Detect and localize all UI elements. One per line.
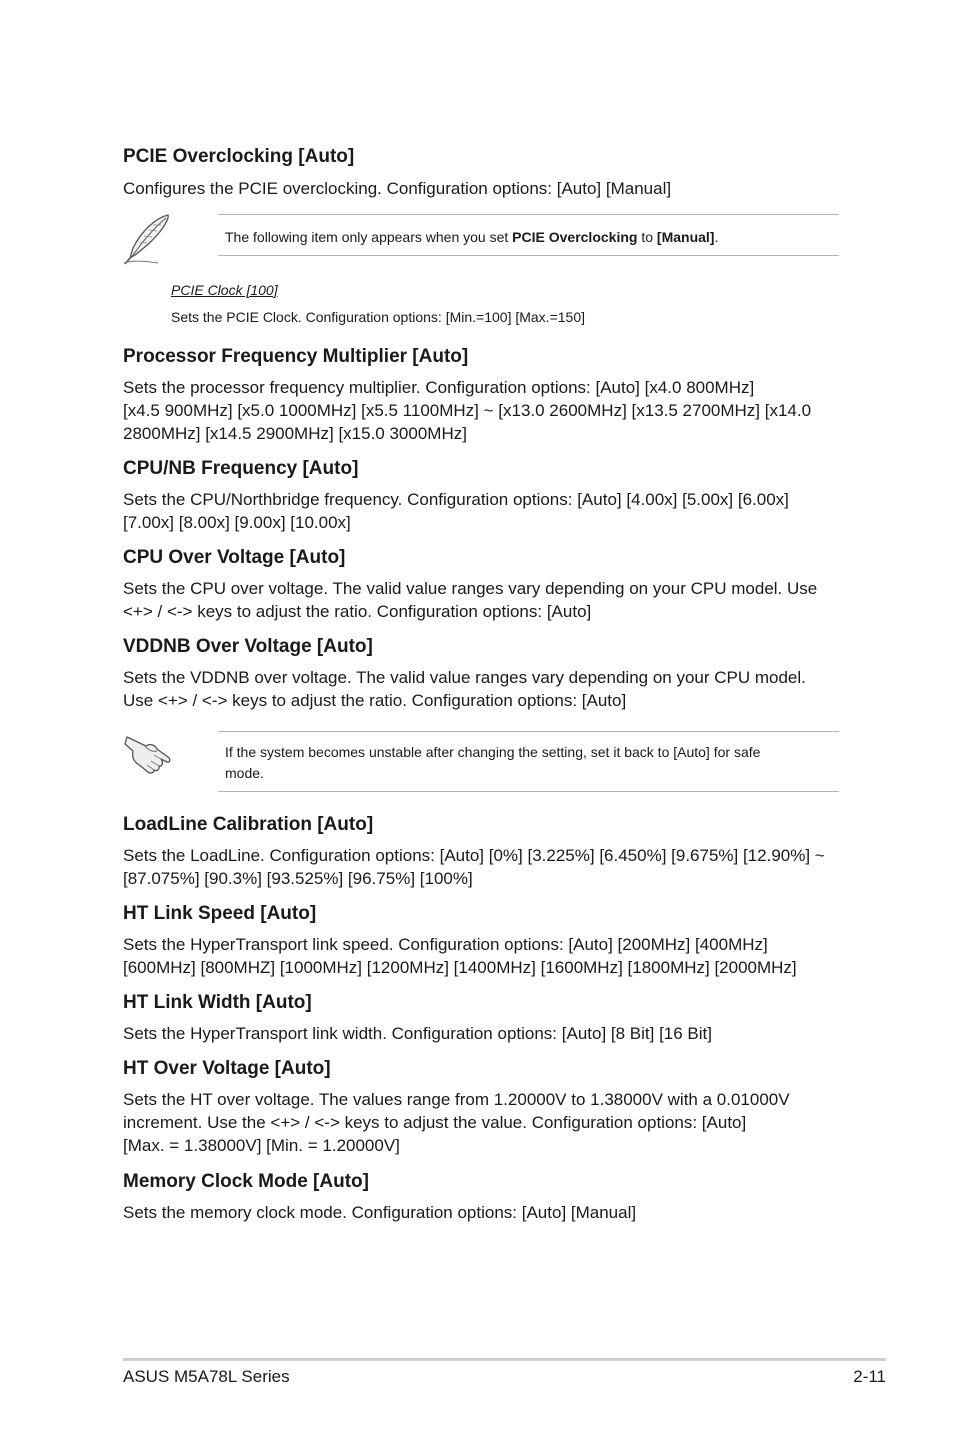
desc-line: Sets the HT over voltage. The values range from 1.20000V to 1.38000V with a 0.01000V xyxy=(123,1090,790,1109)
heading-ht-over-voltage: HT Over Voltage [Auto] xyxy=(123,1058,331,1079)
heading-cpu-over-voltage: CPU Over Voltage [Auto] xyxy=(123,547,346,568)
note-text: . xyxy=(714,229,719,245)
desc-line: <+> / <-> keys to adjust the ratio. Configuration options: [Auto] xyxy=(123,602,592,621)
heading-vddnb-over-voltage: VDDNB Over Voltage [Auto] xyxy=(123,636,373,657)
note-top-rule xyxy=(218,731,839,732)
desc-line: increment. Use the <+> / <-> keys to adjust the value. Configuration options: [Auto] xyxy=(123,1113,747,1132)
desc-ht-link-width xyxy=(123,1022,843,1045)
heading-processor-freq-multiplier: Processor Frequency Multiplier [Auto] xyxy=(123,346,469,367)
heading-memory-clock-mode: Memory Clock Mode [Auto] xyxy=(123,1171,369,1192)
desc-line: [87.075%] [90.3%] [93.525%] [96.75%] [100%] xyxy=(123,869,473,888)
desc-line: [600MHz] [800MHZ] [1000MHz] [1200MHz] [1400MHz] [1600MHz] [1800MHz] [2000MHz] xyxy=(123,958,797,977)
desc-ht-link-speed xyxy=(123,933,843,979)
desc-line: Sets the CPU over voltage. The valid value ranges vary depending on your CPU model. Use xyxy=(123,579,818,598)
footer-rule xyxy=(123,1358,886,1361)
desc-cpu-nb-frequency xyxy=(123,488,843,534)
desc-line: Sets the processor frequency multiplier. Configuration options: [Auto] [x4.0 800MHz] xyxy=(123,378,755,397)
desc-line: Use <+> / <-> keys to adjust the ratio. Configuration options: [Auto] xyxy=(123,691,627,710)
footer-page-number: 2-11 xyxy=(853,1367,886,1386)
desc-line: Sets the memory clock mode. Configuration options: [Auto] [Manual] xyxy=(123,1203,637,1222)
desc-line: 2800MHz] [x14.5 2900MHz] [x15.0 3000MHz] xyxy=(123,424,467,443)
desc-line: Sets the HyperTransport link speed. Configuration options: [Auto] [200MHz] [400MHz] xyxy=(123,935,768,954)
heading-ht-link-speed: HT Link Speed [Auto] xyxy=(123,903,317,924)
pointing-hand-icon xyxy=(124,730,176,776)
desc-vddnb-over-voltage xyxy=(123,666,843,712)
note-unstable-system xyxy=(225,742,760,784)
heading-ht-link-width: HT Link Width [Auto] xyxy=(123,992,312,1013)
desc-line: [Max. = 1.38000V] [Min. = 1.20000V] xyxy=(123,1136,400,1155)
desc-cpu-over-voltage xyxy=(123,577,843,623)
desc-line: Sets the CPU/Northbridge frequency. Configuration options: [Auto] [4.00x] [5.00x] [6.00x] xyxy=(123,490,789,509)
footer-product-name: ASUS M5A78L Series xyxy=(123,1367,290,1386)
desc-line: Sets the LoadLine. Configuration options: [Auto] [0%] [3.225%] [6.450%] [9.675%] [12.90%] ~ xyxy=(123,846,825,865)
note-bottom-rule xyxy=(218,255,839,256)
desc-pcie-clock: Sets the PCIE Clock. Configuration options: [Min.=100] [Max.=150] xyxy=(171,309,585,325)
feather-pen-icon xyxy=(122,212,174,266)
desc-ht-over-voltage xyxy=(123,1088,843,1157)
note-text: The following item only appears when you set xyxy=(225,229,513,245)
heading-pcie-overclocking: PCIE Overclocking [Auto] xyxy=(123,146,355,167)
desc-memory-clock-mode xyxy=(123,1201,843,1224)
note-pcie-manual xyxy=(225,227,718,248)
note-line: If the system becomes unstable after changing the setting, set it back to [Auto] for safe xyxy=(225,744,761,760)
desc-line: [7.00x] [8.00x] [9.00x] [10.00x] xyxy=(123,513,351,532)
desc-processor-freq-multiplier xyxy=(123,376,843,445)
desc-line: Sets the VDDNB over voltage. The valid value ranges vary depending on your CPU model. xyxy=(123,668,806,687)
desc-pcie-overclocking xyxy=(123,177,843,200)
subheading-pcie-clock: PCIE Clock [100] xyxy=(171,282,278,298)
desc-line: [x4.5 900MHz] [x5.0 1000MHz] [x5.5 1100MHz] ~ [x13.0 2600MHz] [x13.5 2700MHz] [x14.0 xyxy=(123,401,812,420)
desc-line: Sets the HyperTransport link width. Configuration options: [Auto] [8 Bit] [16 Bit] xyxy=(123,1024,712,1043)
note-bold: PCIE Overclocking xyxy=(512,229,638,245)
note-bold: [Manual] xyxy=(656,229,715,245)
desc-line: Configures the PCIE overclocking. Configuration options: [Auto] [Manual] xyxy=(123,179,672,198)
heading-cpu-nb-frequency: CPU/NB Frequency [Auto] xyxy=(123,458,359,479)
note-text: to xyxy=(637,229,657,245)
note-bottom-rule xyxy=(218,791,839,792)
note-top-rule xyxy=(218,214,839,215)
desc-loadline-calibration xyxy=(123,844,843,890)
note-line: mode. xyxy=(225,765,264,781)
heading-loadline-calibration: LoadLine Calibration [Auto] xyxy=(123,814,374,835)
